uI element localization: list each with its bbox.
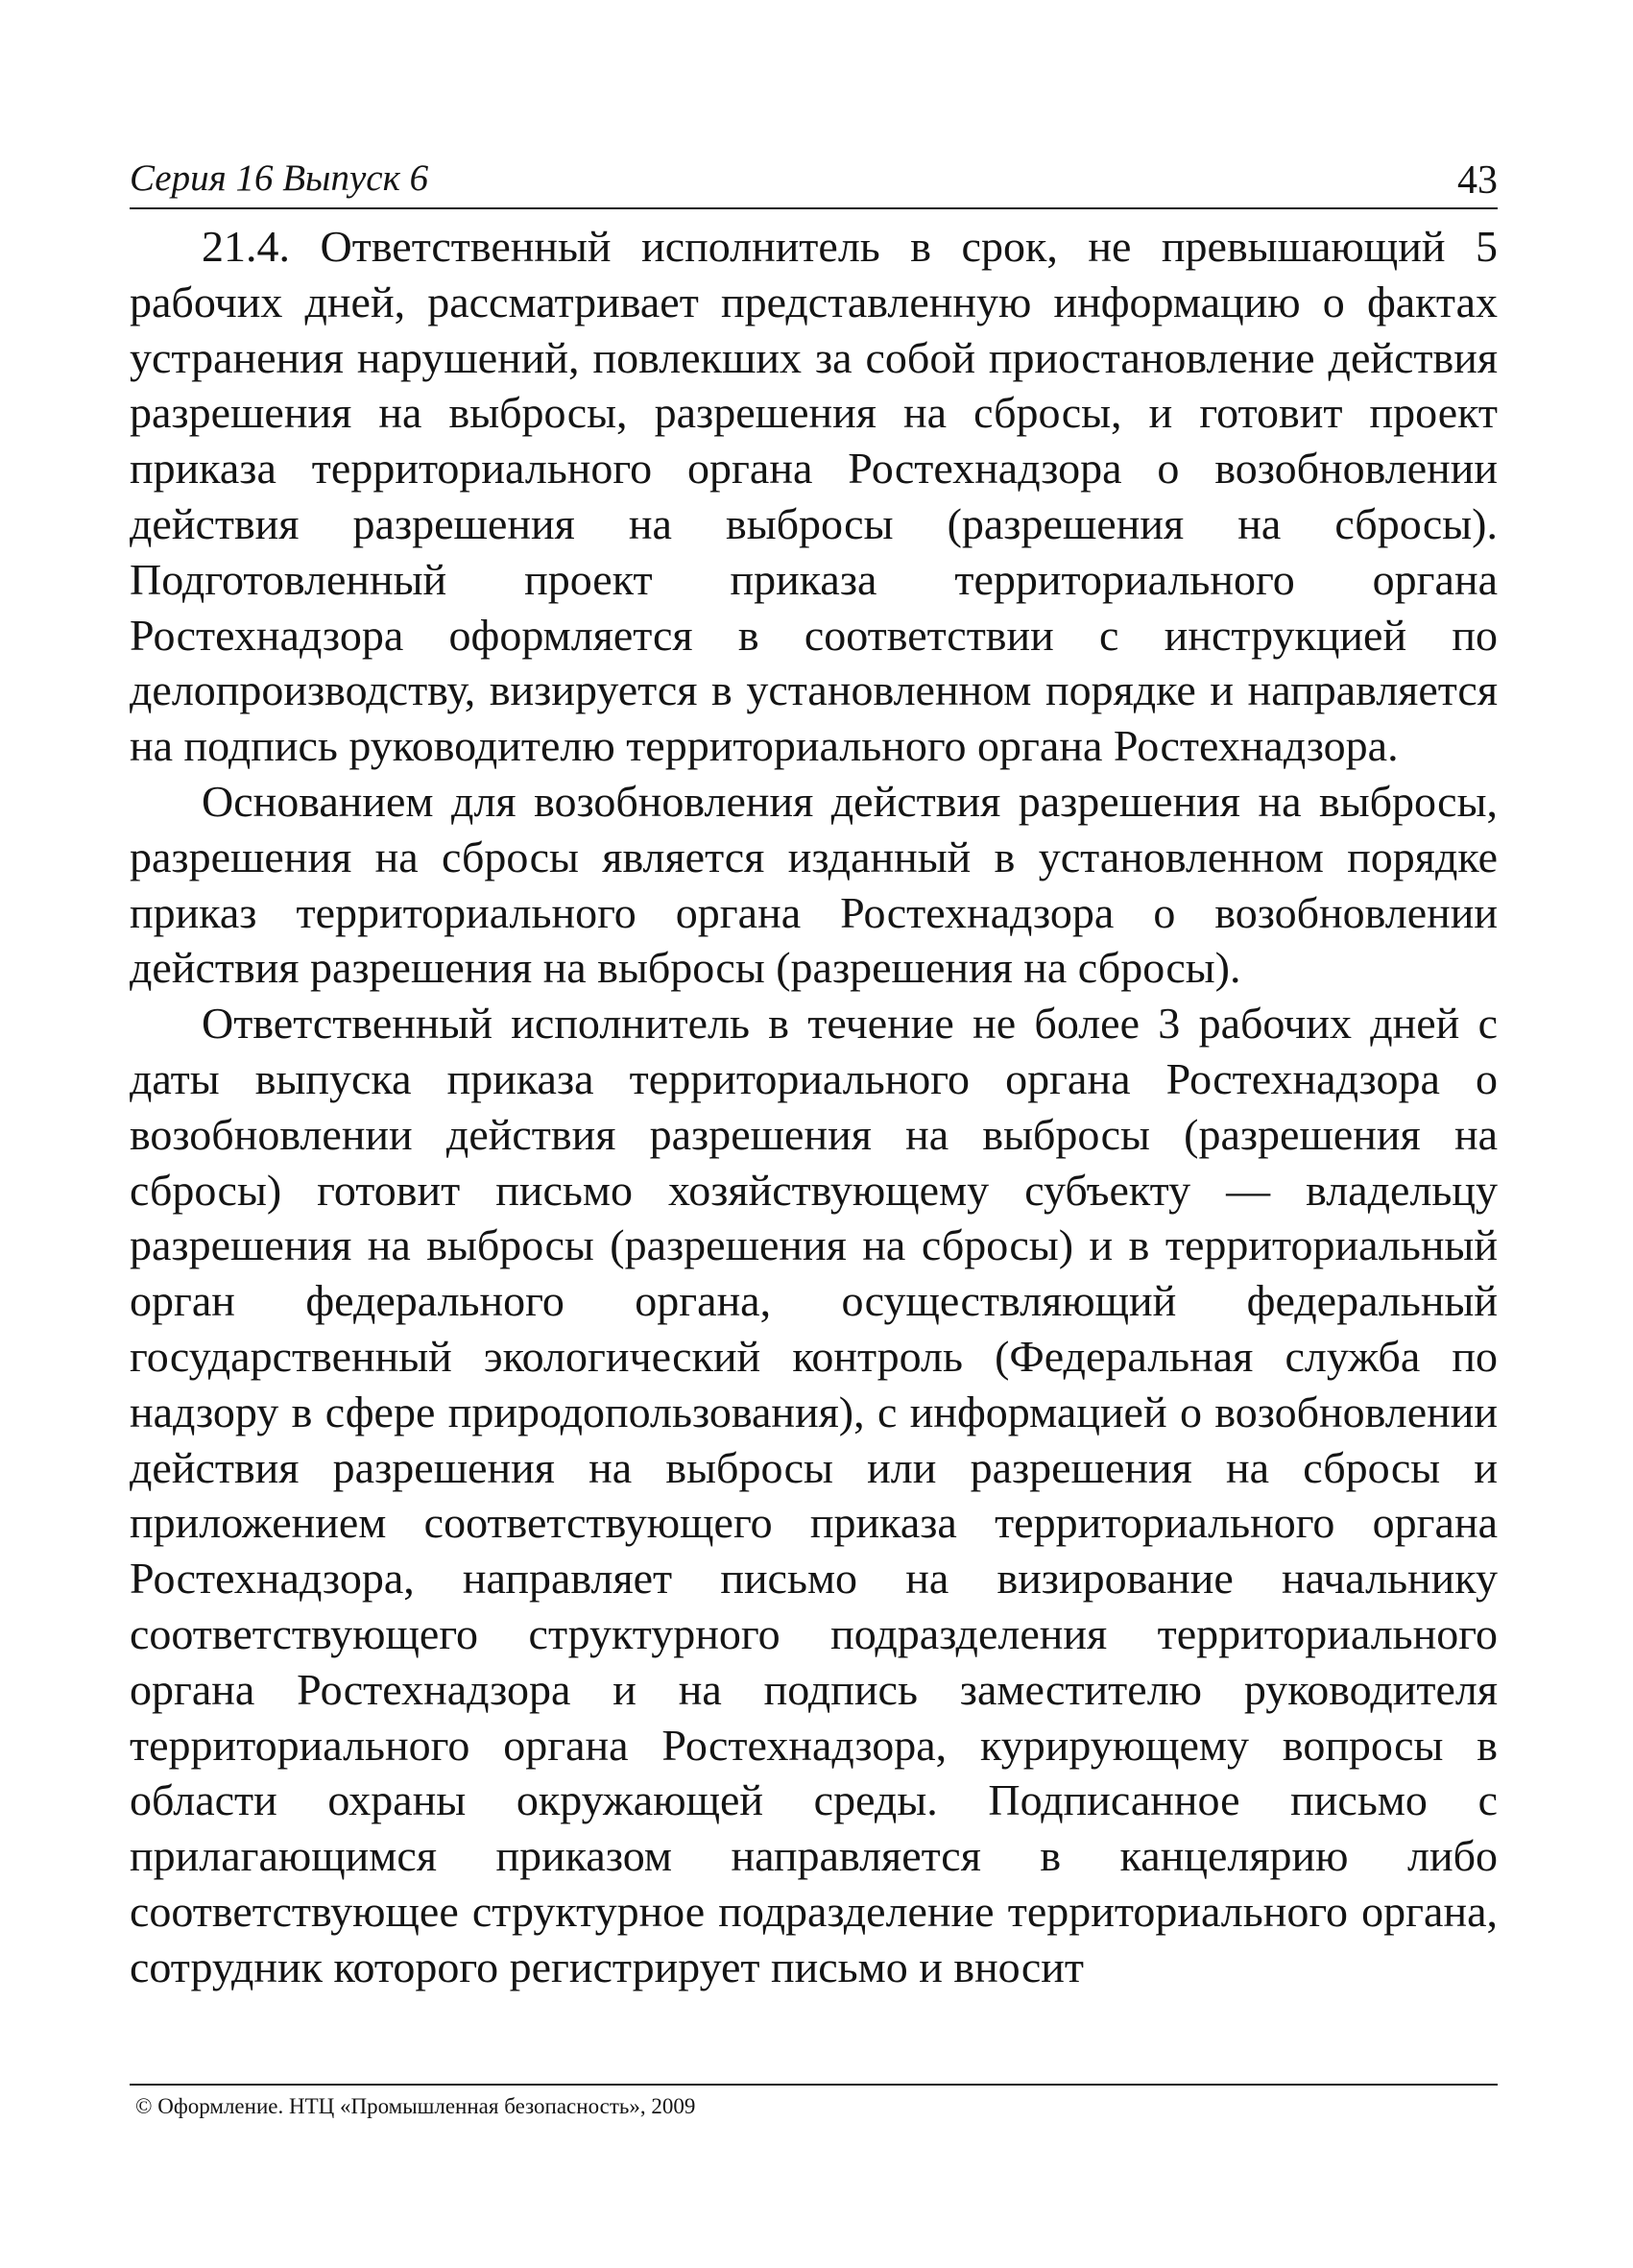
copyright-notice: © Оформление. НТЦ «Промышленная безопасность», 2009	[135, 2094, 696, 2118]
paragraph-3: Ответственный исполнитель в течение не более 3 рабочих дней с даты выпуска приказа территориального органа Ростехнадзора о возобновлении действия разрешения на выбросы (разрешения на сбросы) готовит письмо хозяйствующему субъекту — владельцу разрешения на выбросы (разрешения на сбросы) и в территориальный орган федерального органа, осуществляющий федеральный государственный экологический контроль (Федеральная служба по надзору в сфере природопользования), с информацией о возобновлении действия разрешения на выбросы или разрешения на сбросы и приложением соответствующего приказа территориального органа Ростехнадзора, направляет письмо на визирование начальнику соответствующего структурного подразделения территориального органа Ростехнадзора и на подпись заместителю руководителя территориального органа Ростехнадзора, курирующему вопросы в области охраны окружающей среды. Подписанное письмо с прилагающимся приказом направляется в канцелярию либо соответствующее структурное подразделение территориального органа, сотрудник которого регистрирует письмо и вносит	[130, 999, 1498, 1991]
paragraph-2: Основанием для возобновления действия разрешения на выбросы, разрешения на сбросы является изданный в установленном порядке приказ территориального органа Ростехнадзора о возобновлении действия разрешения на выбросы (разрешения на сбросы).	[130, 776, 1498, 993]
page-number: 43	[1457, 158, 1498, 203]
paragraph-1: 21.4. Ответственный исполнитель в срок, не превышающий 5 рабочих дней, рассматривает представленную информацию о фактах устранения нарушений, повлекших за собой приостановление действия разрешения на выбросы, разрешения на сбросы, и готовит проект приказа территориального органа Ростехнадзора о возобновлении действия разрешения на выбросы (разрешения на сбросы). Подготовленный проект приказа территориального органа Ростехнадзора оформляется в соответствии с инструкцией по делопроизводству, визируется в установленном порядке и направляется на подпись руководителю территориального органа Ростехнадзора.	[130, 222, 1498, 771]
page-footer	[130, 2084, 1498, 2122]
page-header	[130, 154, 1498, 209]
body-text	[130, 219, 1498, 2072]
series-title: Серия 16 Выпуск 6	[130, 157, 429, 199]
